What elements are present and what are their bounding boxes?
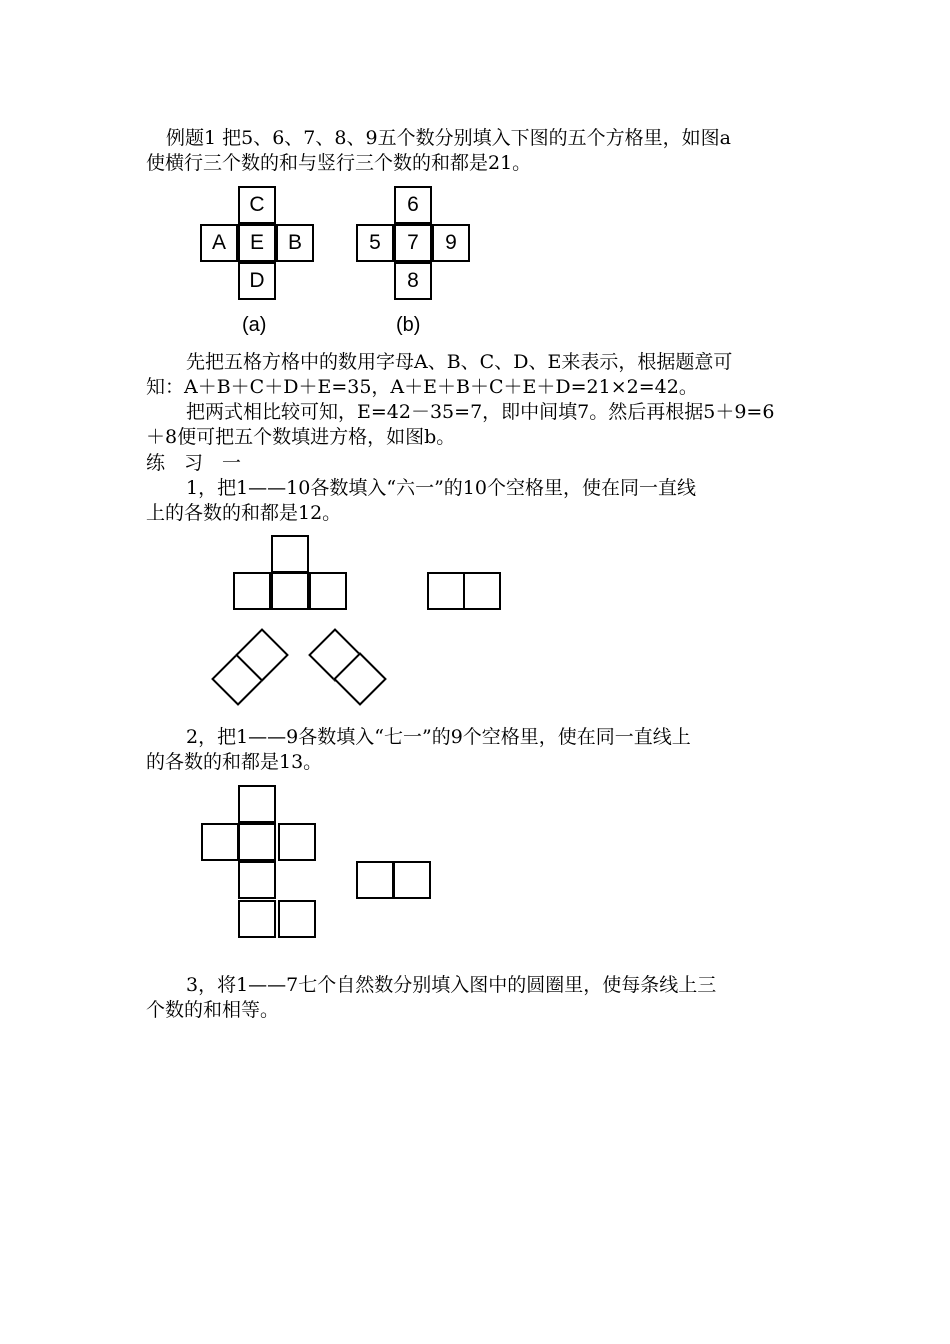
liuyi-cell (309, 572, 347, 610)
q2-line-2: 的各数的和都是13。 (146, 751, 323, 773)
cell-b-center: 7 (394, 224, 432, 262)
cell-a-top: C (238, 186, 276, 224)
cell-a-right: B (276, 224, 314, 262)
qiyi-cell (238, 823, 276, 861)
liuyi-cell (271, 535, 309, 573)
cell-a-center: E (238, 224, 276, 262)
qiyi-cell (238, 900, 276, 938)
solution-line-2: 知：A＋B＋C＋D＋E=35，A＋E＋B＋C＋E＋D=21×2=42。 (146, 376, 698, 398)
qiyi-cell (238, 785, 276, 823)
example-line-2: 使横行三个数的和与竖行三个数的和都是21。 (146, 152, 532, 174)
liuyi-cell (271, 572, 309, 610)
q2-line-1: 2，把1——9各数填入“七一”的9个空格里，使在同一直线上 (186, 726, 691, 748)
qiyi-cell (201, 823, 239, 861)
cell-a-bottom: D (238, 262, 276, 300)
cell-b-left: 5 (356, 224, 394, 262)
cell-b-top: 6 (394, 186, 432, 224)
solution-line-1: 先把五格方格中的数用字母A、B、C、D、E来表示，根据题意可 (186, 351, 733, 373)
qiyi-cell (238, 861, 276, 899)
practice-title: 练 习 一 (146, 452, 242, 474)
solution-line-3: 把两式相比较可知，E=42－35=7，即中间填7。然后再根据5＋9=6 (186, 401, 775, 423)
q3-line-1: 3，将1——7七个自然数分别填入图中的圆圈里，使每条线上三 (186, 974, 717, 996)
qiyi-cell (278, 823, 316, 861)
liuyi-cell (427, 572, 465, 610)
qiyi-cell (278, 900, 316, 938)
q1-line-2: 上的各数的和都是12。 (146, 502, 342, 524)
cell-a-left: A (200, 224, 238, 262)
q1-line-1: 1，把1——10各数填入“六一”的10个空格里，使在同一直线 (186, 477, 696, 499)
cell-b-bottom: 8 (394, 262, 432, 300)
solution-line-4: ＋8便可把五个数填进方格，如图b。 (146, 426, 456, 448)
liuyi-cell (463, 572, 501, 610)
figure-a-caption: (a) (242, 314, 267, 336)
q3-line-2: 个数的和相等。 (146, 999, 280, 1021)
qiyi-cell (393, 861, 431, 899)
cell-b-right: 9 (432, 224, 470, 262)
figure-b-caption: (b) (396, 314, 421, 336)
qiyi-cell (356, 861, 394, 899)
liuyi-cell (233, 572, 271, 610)
example-line-1: 例题1 把5、6、7、8、9五个数分别填入下图的五个方格里，如图a (166, 127, 731, 149)
